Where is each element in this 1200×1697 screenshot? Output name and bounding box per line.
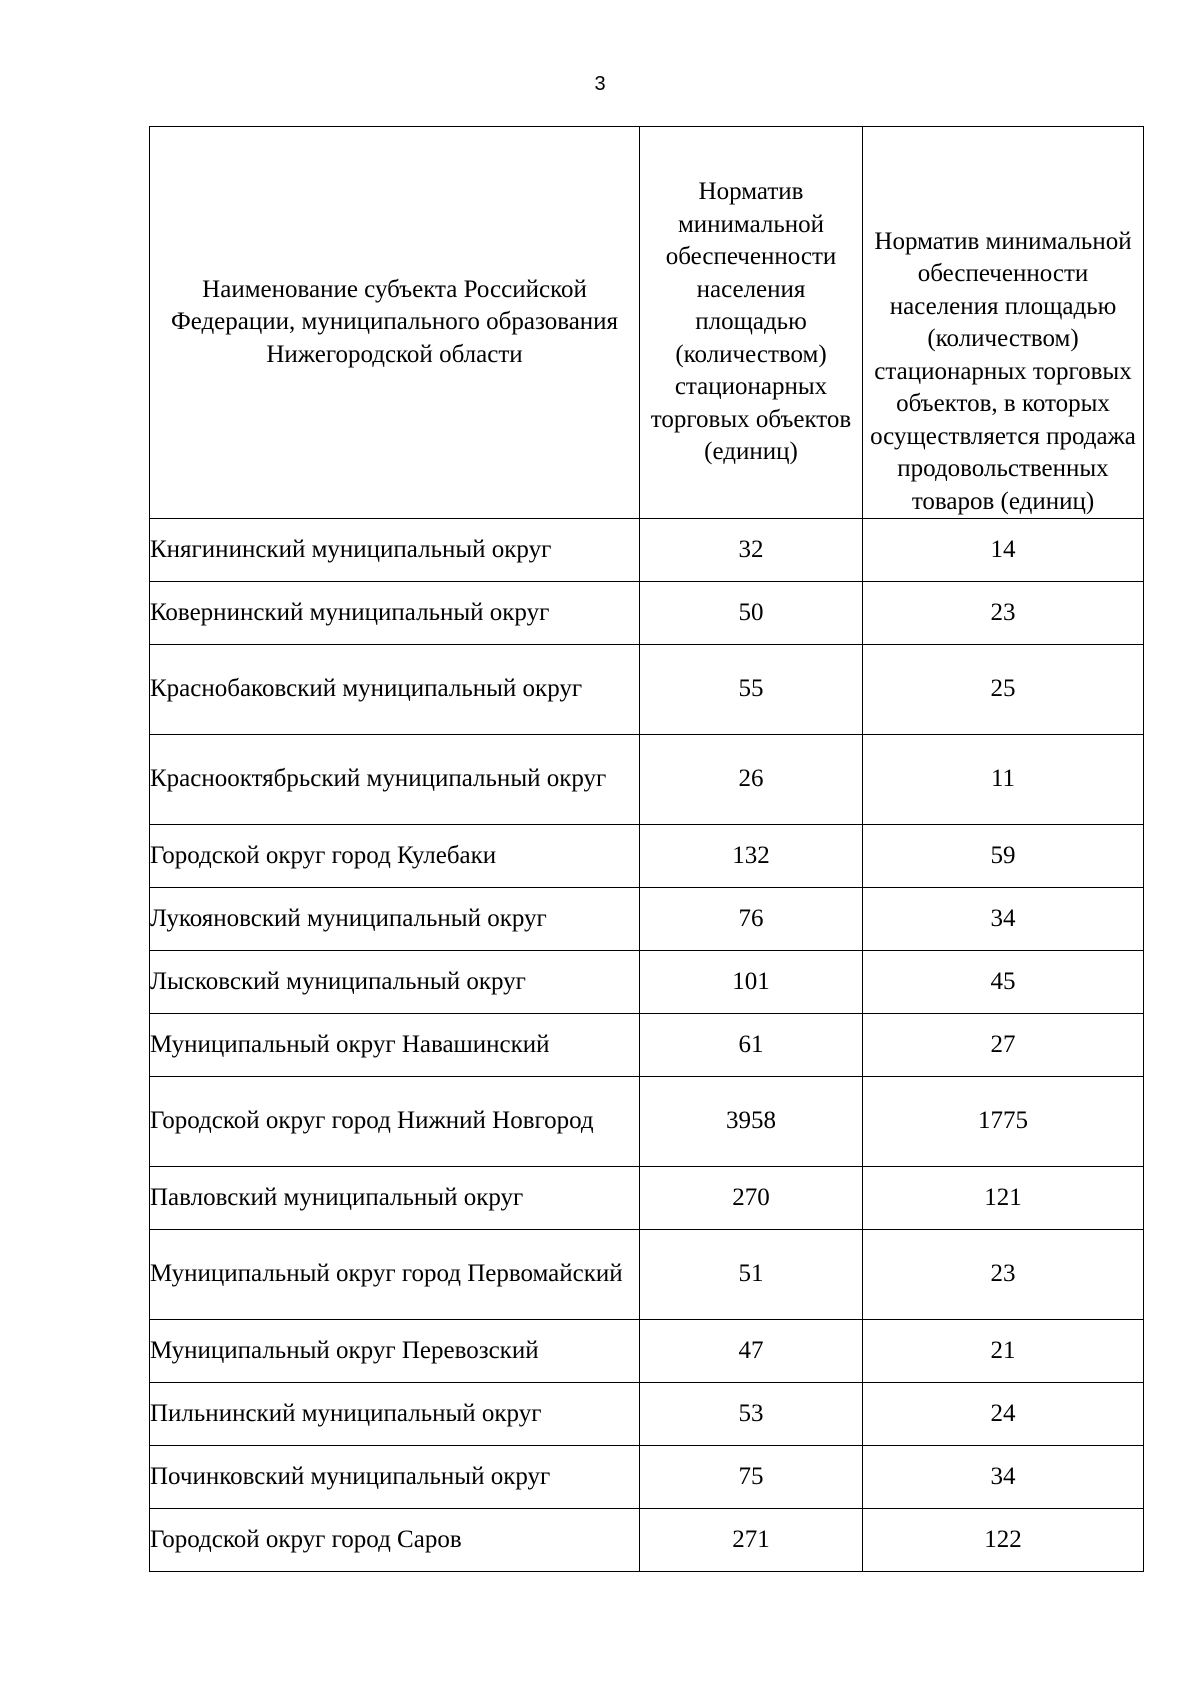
table-row xyxy=(150,1509,1144,1572)
row-food: 121 xyxy=(863,1167,1144,1230)
header-norm-food: Норматив минимальной обеспеченности населения площадью (количеством) стационарных торговых объектов, в которых осуществляется продажа продовольственных товаров (единиц) xyxy=(863,127,1144,519)
row-food: 11 xyxy=(863,735,1144,825)
norms-table xyxy=(149,126,1144,1572)
table-header-row xyxy=(150,127,1144,519)
row-food: 23 xyxy=(863,582,1144,645)
table-row xyxy=(150,1077,1144,1167)
row-food: 27 xyxy=(863,1014,1144,1077)
row-total: 270 xyxy=(640,1167,863,1230)
row-food: 21 xyxy=(863,1320,1144,1383)
row-name: Муниципальный округ город Первомайский xyxy=(150,1230,640,1320)
table-row xyxy=(150,888,1144,951)
row-food: 23 xyxy=(863,1230,1144,1320)
row-total: 3958 xyxy=(640,1077,863,1167)
row-name: Городской округ город Кулебаки xyxy=(150,825,640,888)
row-name: Городской округ город Нижний Новгород xyxy=(150,1077,640,1167)
row-name: Починковский муниципальный округ xyxy=(150,1446,640,1509)
header-norm-total: Норматив минимальной обеспеченности населения площадью (количеством) стационарных торговых объектов (единиц) xyxy=(640,127,863,519)
table-row xyxy=(150,735,1144,825)
row-name: Муниципальный округ Перевозский xyxy=(150,1320,640,1383)
row-total: 271 xyxy=(640,1509,863,1572)
row-total: 53 xyxy=(640,1383,863,1446)
row-food: 24 xyxy=(863,1383,1144,1446)
row-name: Княгининский муниципальный округ xyxy=(150,519,640,582)
row-food: 25 xyxy=(863,645,1144,735)
row-name: Муниципальный округ Навашинский xyxy=(150,1014,640,1077)
row-total: 75 xyxy=(640,1446,863,1509)
table-row xyxy=(150,1320,1144,1383)
row-name: Ковернинский муниципальный округ xyxy=(150,582,640,645)
row-total: 50 xyxy=(640,582,863,645)
row-total: 55 xyxy=(640,645,863,735)
row-total: 47 xyxy=(640,1320,863,1383)
row-food: 59 xyxy=(863,825,1144,888)
row-name: Краснобаковский муниципальный округ xyxy=(150,645,640,735)
row-total: 32 xyxy=(640,519,863,582)
row-total: 132 xyxy=(640,825,863,888)
row-food: 14 xyxy=(863,519,1144,582)
table-row xyxy=(150,1230,1144,1320)
table-row xyxy=(150,519,1144,582)
page-number: 3 xyxy=(594,73,606,95)
table-row xyxy=(150,1383,1144,1446)
header-name: Наименование субъекта Российской Федерации, муниципального образования Нижегородской области xyxy=(150,127,640,519)
table-row xyxy=(150,1446,1144,1509)
row-food: 34 xyxy=(863,888,1144,951)
row-food: 45 xyxy=(863,951,1144,1014)
table-row xyxy=(150,1167,1144,1230)
table-row xyxy=(150,825,1144,888)
row-name: Лысковский муниципальный округ xyxy=(150,951,640,1014)
table-row xyxy=(150,1014,1144,1077)
row-total: 101 xyxy=(640,951,863,1014)
table-row xyxy=(150,951,1144,1014)
row-food: 1775 xyxy=(863,1077,1144,1167)
row-name: Лукояновский муниципальный округ xyxy=(150,888,640,951)
row-total: 26 xyxy=(640,735,863,825)
row-total: 61 xyxy=(640,1014,863,1077)
table-row xyxy=(150,645,1144,735)
table-row xyxy=(150,582,1144,645)
row-total: 76 xyxy=(640,888,863,951)
row-name: Пильнинский муниципальный округ xyxy=(150,1383,640,1446)
row-total: 51 xyxy=(640,1230,863,1320)
row-food: 122 xyxy=(863,1509,1144,1572)
row-name: Городской округ город Саров xyxy=(150,1509,640,1572)
row-name: Павловский муниципальный округ xyxy=(150,1167,640,1230)
row-food: 34 xyxy=(863,1446,1144,1509)
row-name: Краснооктябрьский муниципальный округ xyxy=(150,735,640,825)
